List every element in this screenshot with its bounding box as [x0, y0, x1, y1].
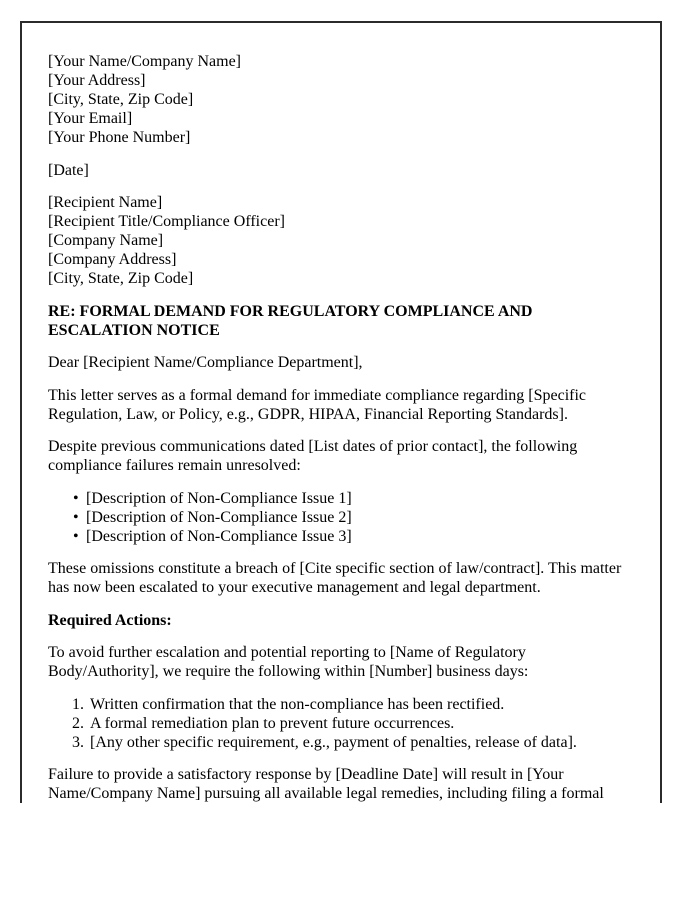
numbered-item-text: Written confirmation that the non-compliance has been rectified.: [90, 695, 505, 713]
bullet-icon: •: [73, 489, 79, 507]
breach-paragraph-line: These omissions constitute a breach of [Cite specific section of law/contract]. This matter: [48, 560, 622, 577]
salutation-line: Dear [Recipient Name/Compliance Department],: [48, 354, 363, 371]
subject-heading: [48, 302, 644, 340]
recipient-address-block-line: [Company Name]: [48, 232, 164, 249]
bullet-list-item: [48, 508, 644, 527]
salutation: [48, 353, 644, 372]
sender-address-block-line: [Your Email]: [48, 110, 133, 127]
numbered-list-item: [48, 733, 644, 752]
list-number: 3.: [72, 733, 84, 751]
noncompliance-list: [48, 489, 644, 546]
sender-address-block-line: [Your Address]: [48, 72, 146, 89]
numbered-item-text: A formal remediation plan to prevent future occurrences.: [90, 714, 455, 732]
sender-address-block-line: [City, State, Zip Code]: [48, 91, 194, 108]
sender-address-block: [48, 52, 644, 147]
required-actions-list: [48, 695, 644, 752]
closing-paragraph-line: Name/Company Name] pursuing all available legal remedies, including filing a formal: [48, 785, 604, 802]
bullet-item-text: [Description of Non-Compliance Issue 1]: [86, 489, 352, 507]
escalation-paragraph-line: To avoid further escalation and potential reporting to [Name of Regulatory: [48, 644, 526, 661]
prior-contact-paragraph-line: compliance failures remain unresolved:: [48, 457, 301, 474]
numbered-list-item: [48, 714, 644, 733]
letter-content: [22, 23, 660, 803]
closing-paragraph: [48, 765, 644, 803]
breach-paragraph-line: has now been escalated to your executive management and legal department.: [48, 579, 541, 596]
numbered-list-item: [48, 695, 644, 714]
breach-paragraph: [48, 559, 644, 597]
intro-paragraph: [48, 386, 644, 424]
recipient-address-block-line: [Recipient Name]: [48, 194, 163, 211]
required-actions-heading-line: Required Actions:: [48, 611, 172, 629]
escalation-paragraph: [48, 643, 644, 681]
sender-address-block-line: [Your Name/Company Name]: [48, 53, 242, 70]
recipient-address-block-line: [Company Address]: [48, 251, 177, 268]
subject-heading-line: ESCALATION NOTICE: [48, 321, 220, 339]
bullet-item-text: [Description of Non-Compliance Issue 2]: [86, 508, 352, 526]
intro-paragraph-line: Regulation, Law, or Policy, e.g., GDPR, HIPAA, Financial Reporting Standards].: [48, 405, 568, 423]
sender-address-block-line: [Your Phone Number]: [48, 129, 191, 146]
subject-heading-line: RE: FORMAL DEMAND FOR REGULATORY COMPLIANCE AND: [48, 302, 533, 320]
bullet-icon: •: [73, 508, 79, 526]
bullet-list-item: [48, 489, 644, 508]
closing-paragraph-line: Failure to provide a satisfactory response by [Deadline Date] will result in [Your: [48, 766, 564, 783]
recipient-address-block-line: [Recipient Title/Compliance Officer]: [48, 213, 285, 230]
date-line-line: [Date]: [48, 161, 89, 179]
letter-page: [20, 21, 662, 803]
prior-contact-paragraph-line: Despite previous communications dated [List dates of prior contact], the following: [48, 438, 578, 455]
bullet-list-item: [48, 527, 644, 546]
required-actions-heading: [48, 611, 644, 630]
numbered-item-text: [Any other specific requirement, e.g., payment of penalties, release of data].: [90, 733, 577, 751]
list-number: 1.: [72, 695, 84, 713]
bullet-item-text: [Description of Non-Compliance Issue 3]: [86, 527, 352, 545]
list-number: 2.: [72, 714, 84, 732]
recipient-address-block-line: [City, State, Zip Code]: [48, 270, 194, 287]
date-line: [48, 161, 644, 180]
recipient-address-block: [48, 193, 644, 288]
escalation-paragraph-line: Body/Authority], we require the following within [Number] business days:: [48, 663, 529, 680]
bullet-icon: •: [73, 527, 79, 545]
prior-contact-paragraph: [48, 437, 644, 475]
intro-paragraph-line: This letter serves as a formal demand for immediate compliance regarding [Specific: [48, 386, 587, 404]
